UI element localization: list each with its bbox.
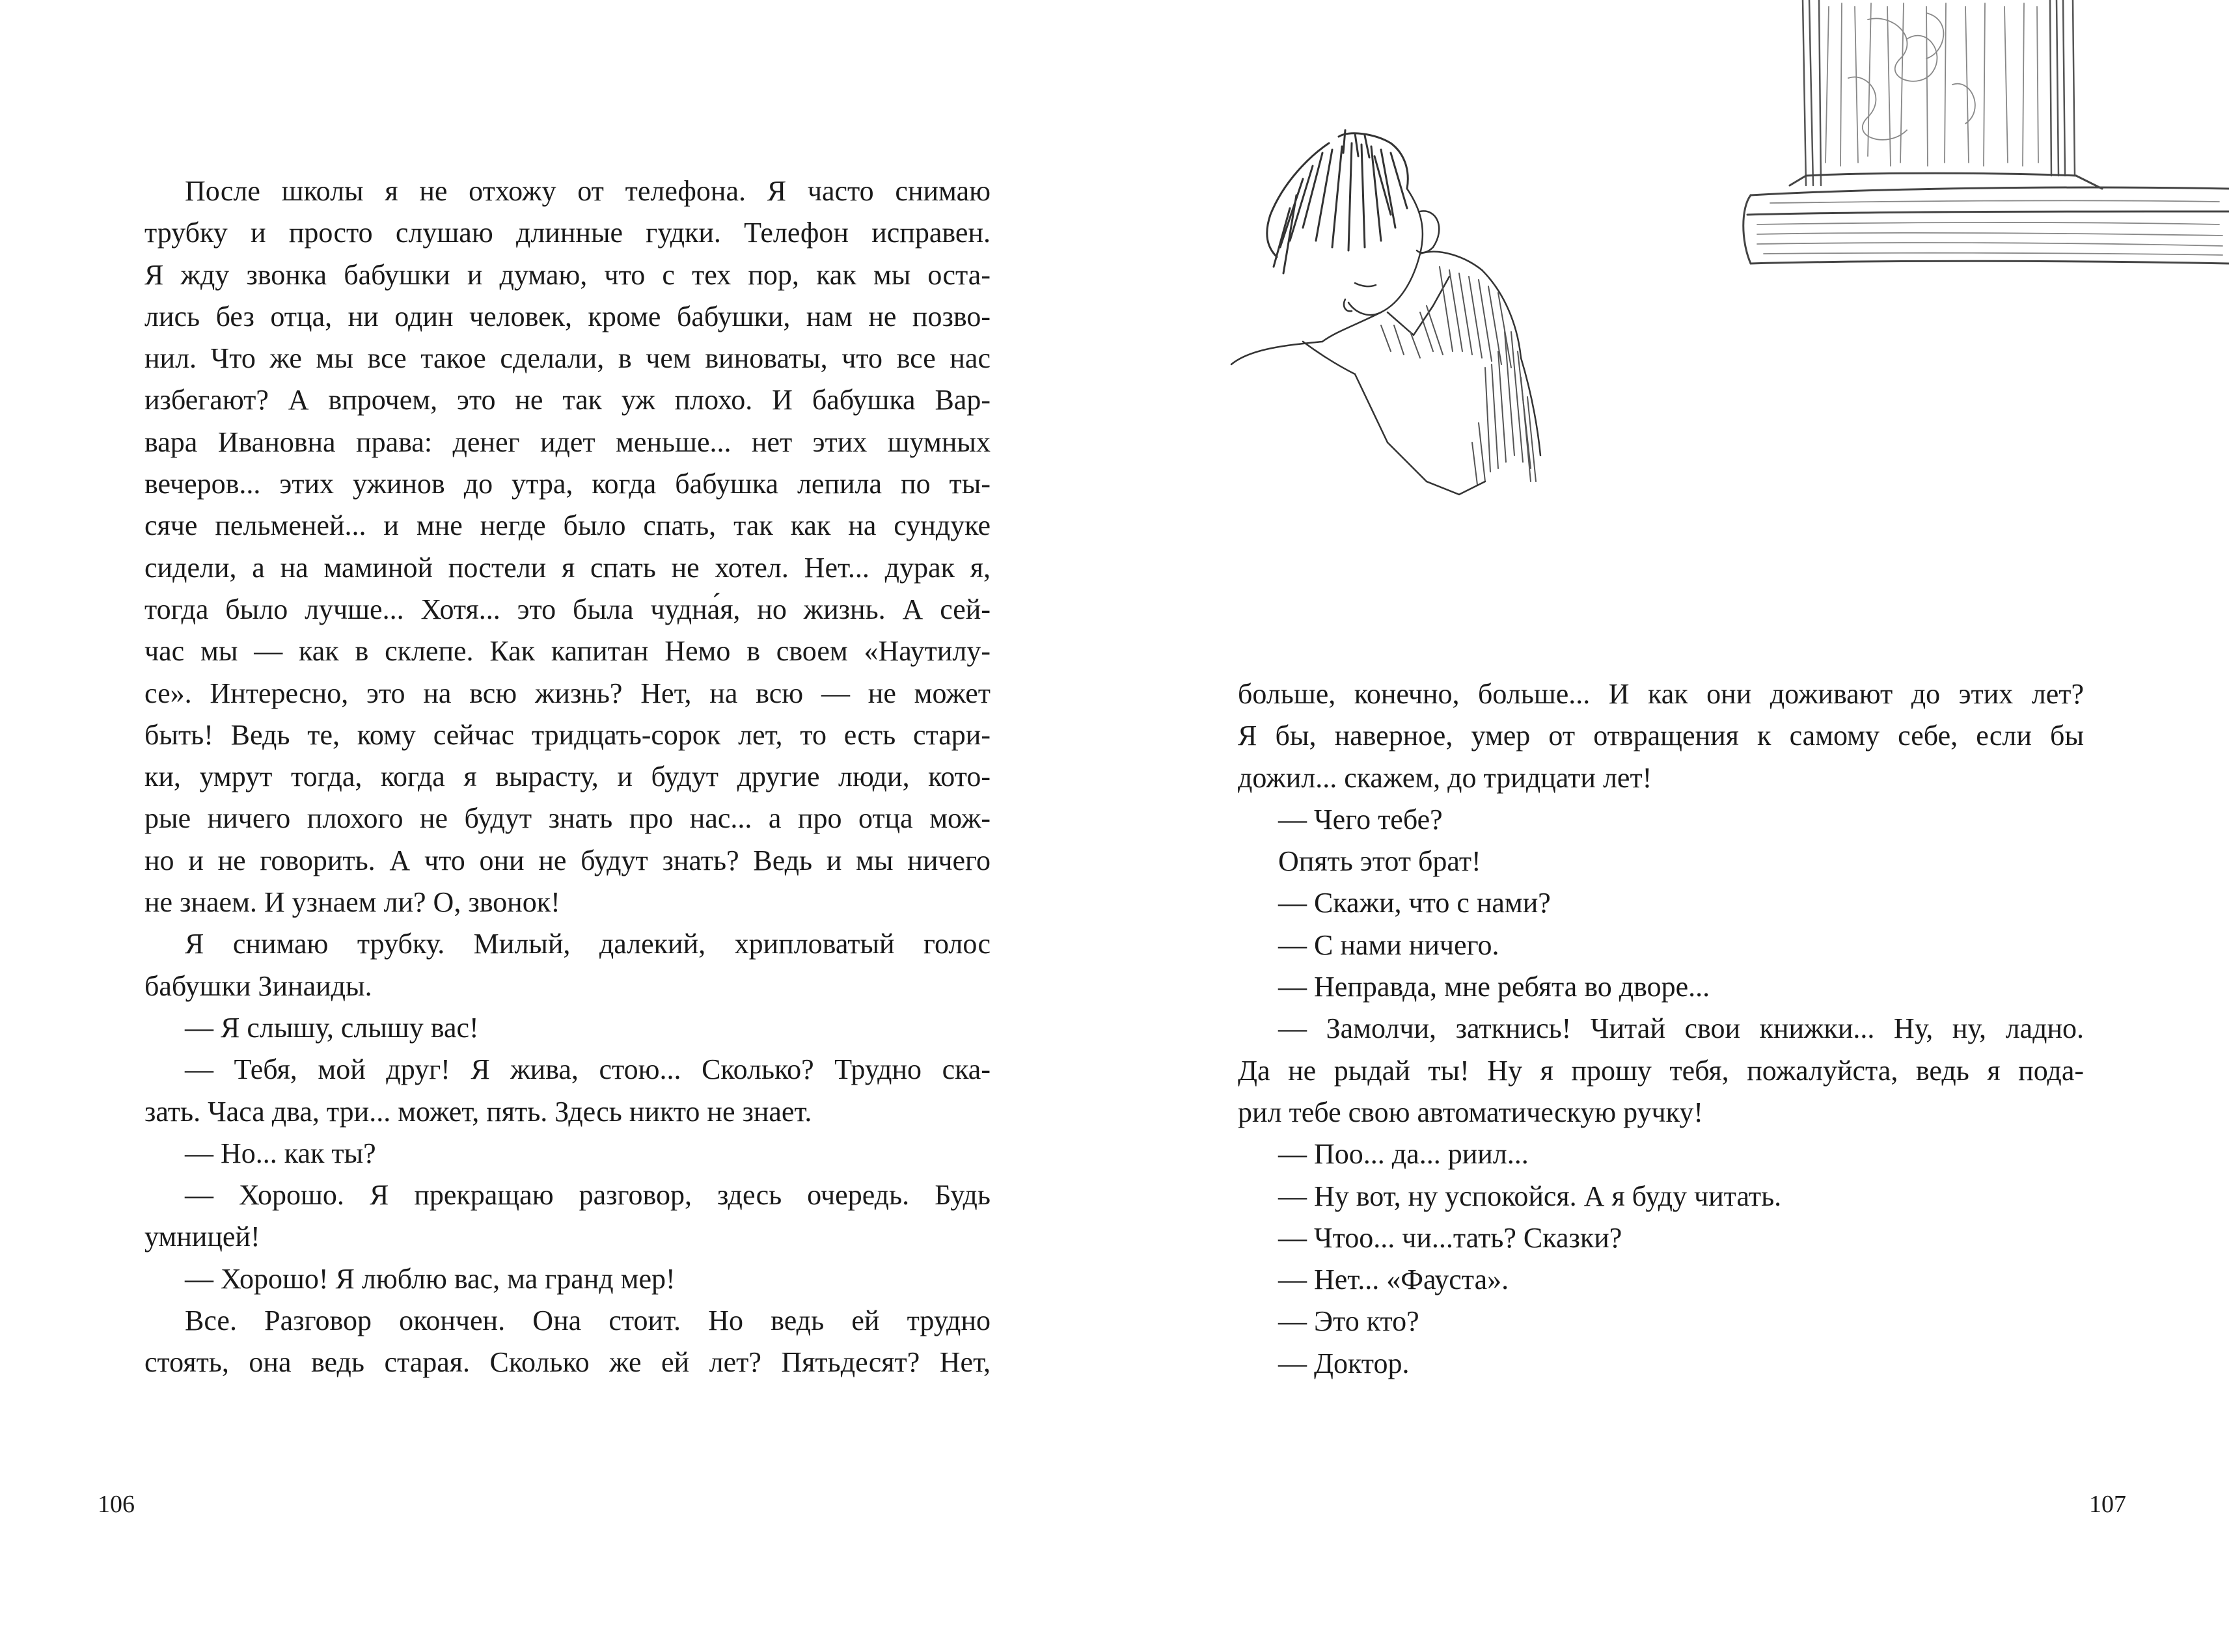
text-line: не знаем. И узнаем ли? О, звонок! xyxy=(144,886,560,919)
text-line: нил. Что же мы все такое сделали, в чем виноваты, что все нас xyxy=(144,342,991,375)
text-line: вара Ивановна права: денег идет меньше... нет этих шумных xyxy=(144,426,991,458)
boy-illustration xyxy=(1225,117,1628,599)
text-line: рил тебе свою автоматическую ручку! xyxy=(1238,1096,1704,1128)
text-line: Я бы, наверное, умер от отвращения к самому себе, если бы xyxy=(1238,720,2084,752)
page-number: 106 xyxy=(98,1491,135,1518)
text-line: но и не говорить. А что они не будут знать? Ведь и мы ничего xyxy=(144,844,991,876)
left-page xyxy=(0,0,1114,1652)
text-line: се». Интересно, это на всю жизнь? Нет, на всю — не может xyxy=(144,677,991,709)
right-page xyxy=(1114,0,2229,1652)
text-line: — Я слышу, слышу вас! xyxy=(185,1011,479,1044)
text-line: бабушки Зинаиды. xyxy=(144,969,372,1002)
window-illustration xyxy=(1738,0,2229,286)
text-line: час мы — как в склепе. Как капитан Немо в своем «Наутилу- xyxy=(144,635,991,668)
text-line: — Скажи, что с нами? xyxy=(1278,887,1551,919)
text-line: — Неправда, мне ребята во дворе... xyxy=(1278,971,1710,1003)
text-line: рые ничего плохого не будут знать про нас... а про отца мож- xyxy=(144,802,991,835)
text-line: После школы я не отхожу от телефона. Я часто снимаю xyxy=(185,175,991,207)
text-line: стоять, она ведь старая. Сколько же ей лет? Пятьдесят? Нет, xyxy=(144,1346,991,1379)
text-line: — Нет... «Фауста». xyxy=(1278,1264,1509,1296)
text-line: Я снимаю трубку. Милый, далекий, хрипловатый голос xyxy=(185,928,991,960)
text-line: — Чтоо... чи...тать? Сказки? xyxy=(1278,1221,1622,1254)
text-line: умницей! xyxy=(144,1221,260,1253)
text-line: Все. Разговор окончен. Она стоит. Но ведь ей трудно xyxy=(185,1305,991,1337)
text-line: — Хорошо. Я прекращаю разговор, здесь очередь. Будь xyxy=(185,1179,991,1212)
text-line: — Это кто? xyxy=(1278,1305,1419,1338)
text-line: — Хорошо! Я люблю вас, ма гранд мер! xyxy=(185,1262,676,1295)
text-line: ки, умрут тогда, когда я вырасту, и будут другие люди, кото- xyxy=(144,761,991,793)
text-line: — Доктор. xyxy=(1278,1347,1410,1379)
text-line: — Замолчи, заткнись! Читай свои книжки... Ну, ну, ладно. xyxy=(1278,1012,2084,1045)
text-line: зать. Часа два, три... может, пять. Здесь никто не знает. xyxy=(144,1095,812,1128)
text-line: избегают? А впрочем, это не так уж плохо. И бабушка Вар- xyxy=(144,384,991,416)
text-line: дожил... скажем, до тридцати лет! xyxy=(1238,761,1652,794)
text-line: тогда было лучше... Хотя... это была чудна́я, но жизнь. А сей- xyxy=(144,593,991,625)
text-line: — Тебя, мой друг! Я жива, стою... Сколько? Трудно ска- xyxy=(185,1053,991,1086)
text-line: — Чего тебе? xyxy=(1278,803,1443,835)
text-line: трубку и просто слушаю длинные гудки. Телефон исправен. xyxy=(144,217,991,249)
text-line: быть! Ведь те, кому сейчас тридцать-сорок лет, то есть стари- xyxy=(144,718,991,751)
text-line: сяче пельменей... и мне негде было спать, так как на сундуке xyxy=(144,509,991,542)
text-line: — С нами ничего. xyxy=(1278,928,1499,961)
text-line: Я жду звонка бабушки и думаю, что с тех пор, как мы оста- xyxy=(144,258,991,291)
text-line: — Ну вот, ну успокойся. А я буду читать. xyxy=(1278,1180,1782,1212)
text-line: больше, конечно, больше... И как они доживают до этих лет? xyxy=(1238,678,2084,710)
left-page-text xyxy=(144,170,991,1384)
text-line: Опять этот брат! xyxy=(1278,845,1481,878)
text-line: — Поо... да... риил... xyxy=(1278,1138,1529,1171)
text-line: Да не рыдай ты! Ну я прошу тебя, пожалуйста, ведь я пода- xyxy=(1238,1054,2084,1087)
text-line: лись без отца, ни один человек, кроме бабушки, нам не позво- xyxy=(144,300,991,332)
text-line: сидели, а на маминой постели я спать не хотел. Нет... дурак я, xyxy=(144,551,991,584)
page-number: 107 xyxy=(2089,1491,2126,1518)
right-page-text xyxy=(1238,673,2084,1385)
text-line: вечеров... этих ужинов до утра, когда бабушка лепила по ты- xyxy=(144,468,991,500)
text-line: — Но... как ты? xyxy=(185,1137,376,1169)
